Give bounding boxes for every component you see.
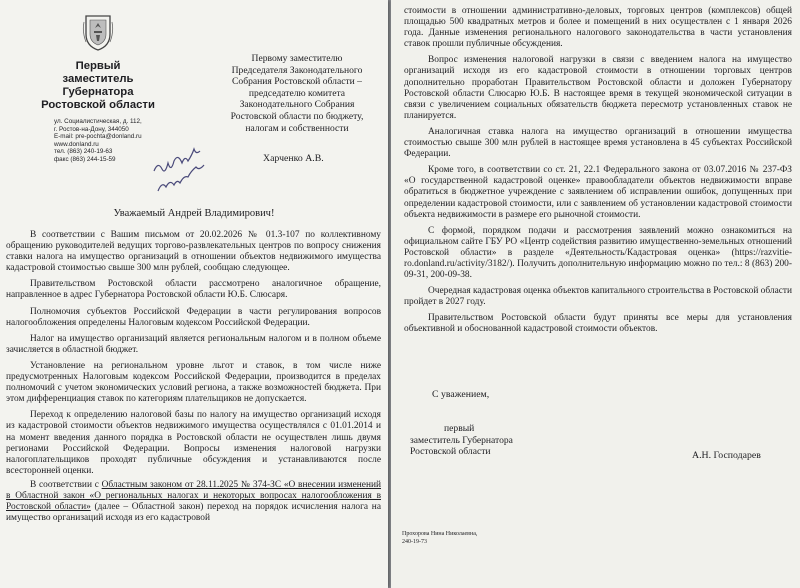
- body-paragraph: Кроме того, в соответствии со ст. 21, 22.1 Федерального закона от 03.07.2016 № 237-ФЗ «О государственной кадастровой оценке» правообладатели объектов недвижимости вправе обратиться в бюджетное учреждение с заявлением об исправлении ошибок, допущенных при определении кадастровой стоимости, или с заявлением об установлении кадастровой стоимости объекта недвижимости в размере его рыночной стоимости.: [404, 165, 792, 220]
- letter-body-page-1: [6, 230, 381, 527]
- letterhead-address-line: тел. (863) 240-19-63: [54, 148, 113, 156]
- letterhead-title-line: Ростовской области: [41, 99, 155, 111]
- handwritten-note: [148, 143, 232, 199]
- letter-body-page-2: [404, 6, 792, 341]
- letterhead-address-line: г. Ростов-на-Дону, 344050: [54, 125, 129, 133]
- addressee-name: Харченко А.В.: [263, 153, 324, 164]
- letterhead-address-line: ул. Социалистическая, д. 112,: [54, 118, 142, 125]
- body-paragraph: стоимости в отношении административно-деловых, торговых центров (комплексов) общей площадью 500 квадратных метров и более и помещений в них осуществлен с 1 января 2026 года. Данные изменения регионального налогового законодательства в части установления ставок прошли публичные обсуждения.: [404, 6, 792, 50]
- coat-of-arms-emblem: [82, 12, 114, 52]
- letterhead-title-line: заместитель: [62, 73, 134, 85]
- signatory-title-line: первый: [444, 423, 475, 434]
- addressee-line: председателю комитета: [248, 87, 346, 99]
- body-paragraph: Аналогичная ставка налога на имущество организаций в отношении имущества стоимостью свыше 300 млн рублей в настоящее время установлена в 45 субъектах Российской Федерации.: [404, 126, 792, 160]
- letter-page-1: [0, 0, 388, 588]
- body-paragraph: Полномочия субъектов Российской Федерации в части регулирования вопросов налогообложения определены Налоговым кодексом Российской Федерации.: [6, 306, 381, 328]
- body-paragraph: Правительством Ростовской области будут приняты все меры для установления объективной и обоснованной кадастровой стоимости объектов.: [404, 313, 792, 335]
- executor-phone: 240-19-73: [402, 538, 427, 545]
- letterhead-title-line: Губернатора: [62, 86, 134, 98]
- letterhead-title-line: Первый: [75, 60, 121, 72]
- body-paragraph: Очередная кадастровая оценка объектов капитального строительства в Ростовской области пройдет в 2027 году.: [404, 286, 793, 308]
- body-paragraph: Установление на региональном уровне льгот и ставок, в том числе ниже предусмотренных Налоговым кодексом Российской Федерации, производится в пределах полномочий с учетом экономических условий региона, а также возможностей бюджета. При этом дифференциация ставок по категориям плательщиков не допускается.: [6, 360, 381, 405]
- signatory-title: [392, 423, 552, 458]
- addressee-block: [212, 53, 382, 134]
- paragraph-text: (далее – Областной закон) переход на порядок исчисления налога на имущество организаций исходя из его кадастровой: [6, 502, 381, 524]
- body-paragraph: Переход к определению налоговой базы по налогу на имущество организаций исходя из кадастровой стоимости объектов недвижимого имущества осуществлялся с 01.01.2014 и на момент введения данного порядка в Ростовской области не осуществлен лишь двумя регионами Российской Федерации. Вопросы изменения налоговой нагрузки налогоплательщиков проходят публичные обсуждения и устанавливаются после всесторонней оценки.: [6, 410, 381, 476]
- executor-name: Прохорова Нина Николаевна,: [402, 531, 478, 537]
- signatory-name: А.Н. Господарев: [692, 450, 761, 461]
- letterhead-address-line: www.donland.ru: [54, 140, 99, 148]
- letterhead: [8, 12, 188, 164]
- greeting: Уважаемый Андрей Владимирович!: [113, 208, 275, 219]
- body-paragraph: [6, 480, 381, 524]
- underlined-law-reference: Областным законом от 28.11.2025 № 374-ЗС «О внесении изменений в Областной закон «О региональных налогах и некоторых вопросах налогообложения в Ростовской области»: [6, 479, 381, 513]
- letterhead-address-line: E-mail: pre-pochta@donland.ru: [54, 133, 142, 141]
- body-paragraph: Вопрос изменения налоговой нагрузки в связи с введением налога на имущество организаций исходя из его кадастровой стоимости в отношении торговых центров дополнительно проработан Правительством Ростовской области и доложен Губернатору Ростовской области Слюсарю Ю.Б. В настоящее время в текущей экономической ситуации в связи с увеличением социальных обязательств бюджета пересмотр установленных ставок не планируется.: [404, 55, 792, 121]
- body-paragraph: Налог на имущество организаций является региональным налогом и в полном объеме зачисляется в областной бюджет.: [6, 333, 381, 355]
- addressee-line: Первому заместителю: [251, 53, 343, 64]
- addressee-line: Ростовской области по бюджету,: [230, 110, 364, 122]
- addressee-line: Законодательного Собрания: [239, 99, 355, 111]
- signatory-title-line: Ростовской области: [410, 446, 491, 458]
- addressee-line: Председателя Законодательного: [231, 64, 363, 76]
- body-paragraph: С формой, порядком подачи и рассмотрения заявлений можно ознакомиться на официальном сайте ГБУ РО «Центр содействия развитию имущественно-земельных отношений Ростовской области» в разделе «Деятельность/Кадастровая оценка» (https://razvitie-ro.donland.ru/activity/3182/). Получить дополнительную информацию можно по тел.: 8 (863) 200-09-31, 200-09-38.: [404, 225, 792, 281]
- body-paragraph: В соответствии с Вашим письмом от 20.02.2026 № 01.3-107 по коллективному обращению руководителей ведущих торгово-развлекательных центров по вопросу снижения ставки налога на имущество организаций в отношении объектов недвижимого имущества кадастровой стоимостью свыше 300 млн рублей, сообщаю следующее.: [6, 230, 381, 274]
- executor-note: [402, 531, 477, 546]
- closing-phrase: С уважением,: [432, 389, 490, 400]
- addressee-line: Собрания Ростовской области –: [232, 76, 362, 88]
- signatory-title-line: заместитель Губернатора: [410, 434, 513, 446]
- paragraph-text: В соответствии с: [30, 479, 102, 490]
- body-paragraph: Правительством Ростовской области рассмотрено аналогичное обращение, направленное в адрес Губернатора Ростовской области Ю.Б. Слюсаря.: [6, 279, 381, 301]
- addressee-line: налогам и собственности: [245, 122, 349, 134]
- letterhead-address-line: факс (863) 244-15-59: [54, 155, 116, 163]
